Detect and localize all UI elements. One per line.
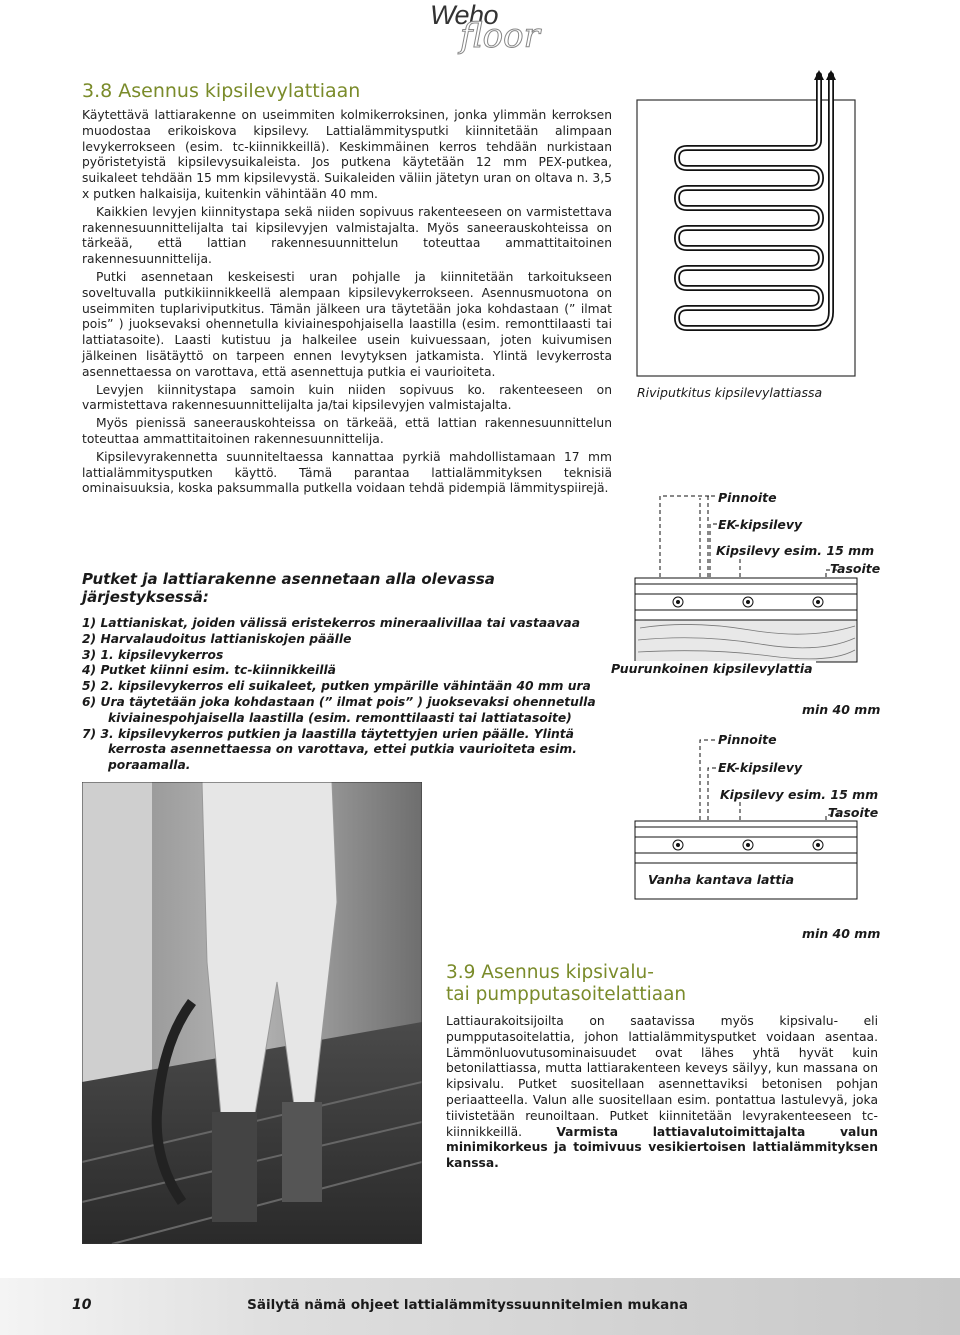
- layer-coating: [635, 578, 857, 584]
- leader-line: [708, 768, 718, 820]
- section-3-9-body: [446, 1014, 878, 1172]
- label-ek-kipsilevy: EK-kipsilevy: [718, 760, 803, 775]
- arrow-up-icon: [826, 70, 836, 80]
- paragraph: Lattiaurakoitsijoilta on saatavissa myös kipsivalu- eli pumpputasoitelattia, johon lattialämmitysputket voidaan asentaa. Lämmönluovutusominaisuudet ovat lähes yhtä hyvät kuin betonilattiassa, mutta lattiarakenteen keveys säilyy, kun massana on kipsivalu. Putket suositellaan asennettaviksi betonisen pohjan periaatteella. Valun alle suositellaan esim. pontattua lastulevyä, joka tiivistetään reunoiltaan. Putket kiinnitetään levyrakenteeseen tc-kiinnikkeillä.: [446, 1014, 878, 1139]
- layer-gypsum-base: [635, 610, 857, 620]
- label-kipsilevy: Kipsilevy esim. 15 mm: [720, 787, 879, 802]
- step-item: 5) 2. kipsilevykerros eli suikaleet, putken ympärille vähintään 40 mm ura: [82, 679, 591, 694]
- label-min-40: min 40 mm: [802, 702, 881, 717]
- paragraph: Levyjen kiinnitystapa samoin kuin niiden sopivuus ko. rakenteeseen on varmistettava rakennesuunnittelijalta ja/tai kipsilevyjen valmistajalta.: [82, 382, 612, 413]
- label-pinnoite: Pinnoite: [718, 732, 777, 747]
- layer-ek-board: [635, 827, 857, 837]
- label-wood-floor-type: Puurunkoinen kipsilevylattia: [608, 661, 816, 676]
- section-3-8-body: [82, 108, 612, 497]
- pipe-layout-diagram: [635, 70, 860, 380]
- footer-text: Säilytä nämä ohjeet lattialämmityssuunnitelmien mukana: [247, 1297, 688, 1313]
- page-number: 10: [72, 1297, 92, 1313]
- label-tasoite: Tasoite: [828, 805, 879, 820]
- leader-line: [708, 496, 718, 577]
- logo-floor-text: floor: [460, 16, 540, 56]
- label-old-floor-type: Vanha kantava lattia: [648, 872, 795, 887]
- section-3-9-title-line2: tai pumpputasoitelattiaan: [446, 984, 687, 1005]
- label-min-40: min 40 mm: [802, 926, 881, 941]
- layer-coating: [635, 821, 857, 827]
- paragraph: Putki asennetaan keskeisesti uran pohjalle ja kiinnitetään tarkoitukseen soveltuvalla putkikiinnikkeellä alempaan kipsilevykerrokseen. Asennusmuotona on useimmiten tuplariviputkitus. Tämän jälkeen ura täytetään joka kohdastaan (” ilmat pois” ) juoksevaksi ohennetulla kiviainespohjaisella laastilla (esim. remonttilaasti tai lattiatasoite). Laasti kutistuu ja halkeilee usein kuivuessaan, joten kuivumisen jälkeinen lisätäyttö on tarpeen ennen levytyksen jatkamista. Ylintä levykerrosta asennettaessa on varottava, että asennettuja putkia ei vaurioiteta.: [82, 269, 612, 379]
- installation-steps: [82, 570, 602, 774]
- step-item: 7) 3. kipsilevykerros putkien ja laastilla täytettyjen urien päälle. Ylintä kerrosta asennettaessa on varottava, ettei putkia vaurioiteta esim. poraamalla.: [82, 726, 577, 773]
- paragraph: Kipsilevyrakennetta suunniteltaessa kannattaa pyrkiä mahdollistamaan 17 mm lattialämmitysputken käyttö. Tämä parantaa lattialämmityksen teknisiä ominaisuuksia, koska paksummalla putkella voidaan tehdä pidempiä lämmityspiirejä.: [82, 449, 612, 496]
- section-3-9-title-line1: 3.9 Asennus kipsivalu-: [446, 962, 654, 983]
- floor-outline: [637, 100, 855, 376]
- step-item: 1) Lattianiskat, joiden välissä eristekerros mineraalivillaa tai vastaavaa: [82, 616, 581, 630]
- leader-line: [700, 740, 718, 820]
- steps-title: Putket ja lattiarakenne asennetaan alla olevassa järjestyksessä:: [82, 570, 495, 606]
- section-3-8: [82, 80, 612, 499]
- layer-ek-board: [635, 584, 857, 594]
- label-kipsilevy: Kipsilevy esim. 15 mm: [716, 543, 875, 558]
- pipe-diagram-caption: Riviputkitus kipsilevylattiassa: [637, 385, 823, 400]
- boot: [212, 1112, 257, 1222]
- leader-line: [660, 496, 710, 577]
- label-tasoite: Tasoite: [830, 561, 881, 576]
- section-3-9: [446, 962, 878, 1172]
- label-pinnoite: Pinnoite: [718, 490, 777, 505]
- installation-photo: [82, 782, 422, 1244]
- paragraph: Kaikkien levyjen kiinnitystapa sekä niiden sopivuus rakenteeseen on varmistettava rakennesuunnittelijalta tai kipsilevyjen valmistajalta. Myös saneerauskohteissa on tärkeää, että lattian rakennesuunnittelun toteuttaa ammattitaitoinen rakennesuunnittelija.: [82, 204, 612, 267]
- paragraph: Myös pienissä saneerauskohteissa on tärkeää, että lattian rakennesuunnittelun toteuttaa ammattitaitoinen rakennesuunnittelija.: [82, 416, 612, 446]
- page-footer: [0, 1278, 960, 1335]
- layer-gypsum-base: [635, 853, 857, 863]
- steps-list: [82, 616, 602, 774]
- step-item: 6) Ura täytetään joka kohdastaan (” ilmat pois” ) juoksevaksi ohennetulla kiviainespohjaisella laastilla (esim. remonttilaasti tai lattiatasoite): [82, 694, 596, 725]
- emphasis-text: Varmista lattiavalutoimittajalta valun minimikorkeus ja toimivuus vesikiertoisen lattialämmityksen kanssa.: [446, 1124, 878, 1171]
- step-item: 4) Putket kiinni esim. tc-kiinnikkeillä: [82, 663, 336, 678]
- paragraph: Käytettävä lattiarakenne on useimmiten kolmikerroksinen, jonka ylimmän kerroksen muodostaa erikoiskova kipsilevy. Lattialämmitysputki kiinnitetään alimpaan levykerrokseen (esim. tc-kiinnikkeillä). Keskimmäinen kerros tehdään nurkistaan pyöristetyistä kipsilevysuikaleista. Jos putkena käytetään 12 mm PEX-putkea, suikaleet tehdään 15 mm kipsilevystä. Suikaleiden väliin jätetyn uran on oltava n. 3,5 x putken halkaisija, kuitenkin vähintään 40 mm.: [82, 108, 612, 201]
- label-ek-kipsilevy: EK-kipsilevy: [718, 517, 803, 532]
- section-3-8-title: 3.8 Asennus kipsilevylattiaan: [82, 80, 361, 102]
- weho-floor-logo: [430, 0, 600, 60]
- logo-weho-text: Weho: [430, 0, 499, 30]
- wood-structure: [635, 620, 857, 662]
- arrow-up-icon: [814, 70, 824, 80]
- boot: [282, 1102, 322, 1202]
- step-item: 2) Harvalaudoitus lattianiskojen päälle: [82, 631, 352, 646]
- step-item: 3) 1. kipsilevykerros: [82, 647, 224, 662]
- wall: [82, 782, 152, 1082]
